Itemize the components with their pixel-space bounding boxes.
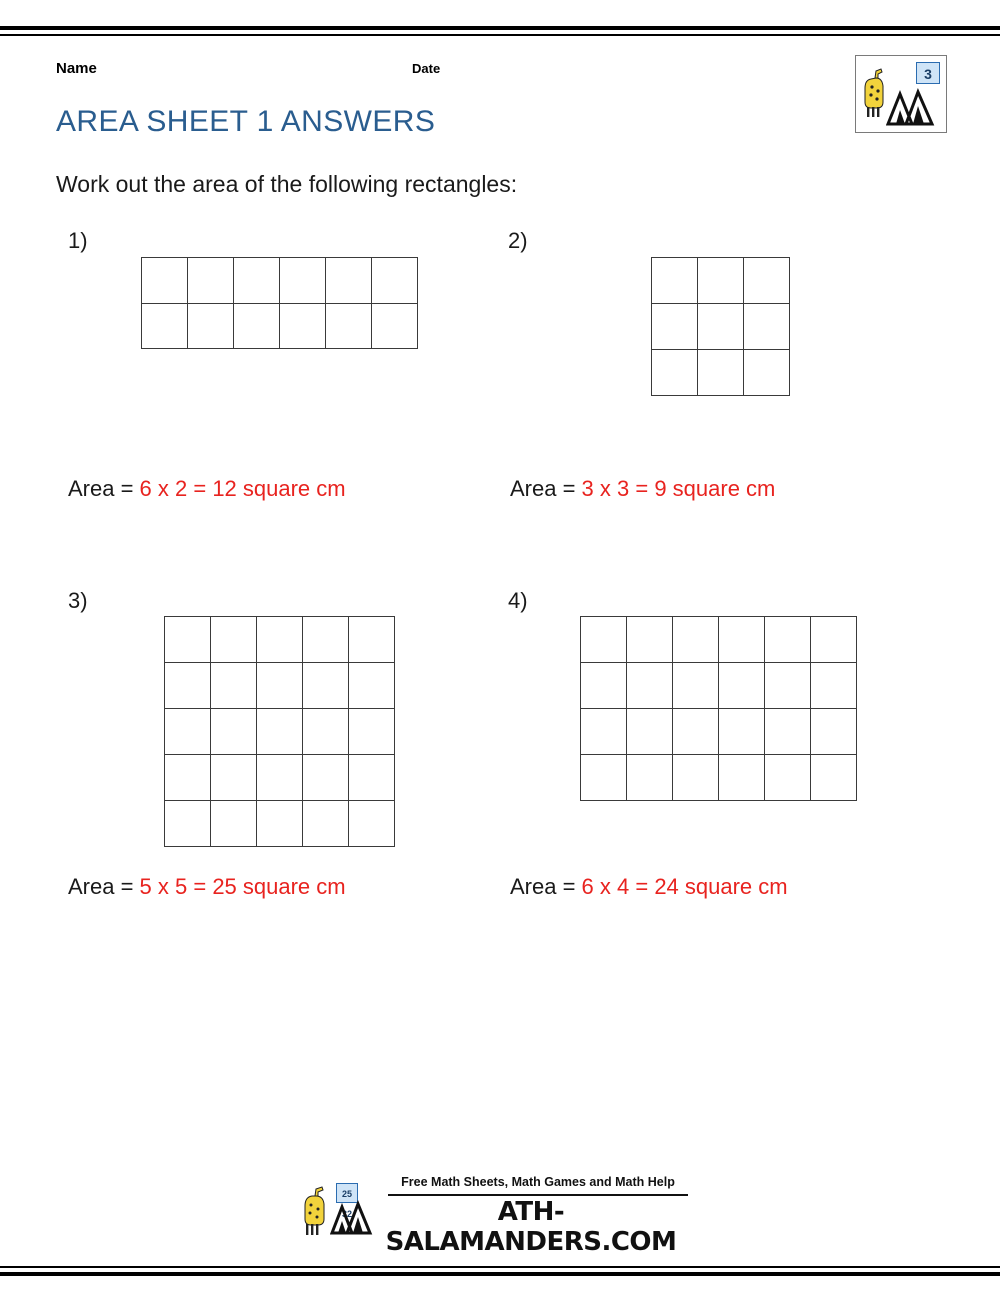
grid-cell: [673, 709, 719, 755]
grid-cell: [257, 801, 303, 847]
grid-cell: [211, 617, 257, 663]
grid-cell: [165, 709, 211, 755]
answer-line-4: [510, 874, 788, 900]
grid-cell: [744, 258, 790, 304]
page-title: AREA SHEET 1 ANSWERS: [56, 105, 436, 138]
footer: [0, 1175, 1000, 1257]
grid-cell: [581, 755, 627, 801]
answer-value-4: 6 x 4 = 24 square cm: [581, 874, 788, 899]
grid-cell: [765, 709, 811, 755]
grid-cell: [257, 617, 303, 663]
bottom-divider-thin: [0, 1266, 1000, 1268]
grid-cell: [303, 709, 349, 755]
grid-cell: [581, 709, 627, 755]
answer-line-1: [68, 476, 346, 502]
area-grid-1: [141, 257, 418, 349]
bottom-divider-thick: [0, 1272, 1000, 1276]
grid-cell: [349, 709, 395, 755]
grid-cell: [744, 304, 790, 350]
grid-cell: [698, 350, 744, 396]
area-grid-2: [651, 257, 790, 396]
question-number-3: 3): [68, 588, 88, 613]
grid-cell: [165, 801, 211, 847]
grid-cell: [142, 258, 188, 304]
question-number-2: 2): [508, 228, 528, 253]
answer-label-2: Area =: [510, 476, 582, 501]
answer-label-1: Area =: [68, 476, 140, 501]
grid-cell: [673, 663, 719, 709]
grid-cell: [188, 304, 234, 350]
grid-cell: [811, 663, 857, 709]
name-label: Name: [56, 60, 97, 77]
grid-cell: [698, 258, 744, 304]
grid-cell: [257, 663, 303, 709]
grid-cell: [765, 617, 811, 663]
top-divider-thick: [0, 26, 1000, 30]
grid-cell: [188, 258, 234, 304]
grid-cell: [652, 350, 698, 396]
footer-badge: 25 32: [336, 1183, 358, 1203]
grid-cell: [211, 663, 257, 709]
answer-label-3: Area =: [68, 874, 140, 899]
grid-cell: [211, 755, 257, 801]
grid-cell: [142, 304, 188, 350]
grid-cell: [652, 304, 698, 350]
grid-cell: [303, 801, 349, 847]
grid-cell: [303, 617, 349, 663]
grid-cell: [280, 258, 326, 304]
grid-cell: [303, 755, 349, 801]
grid-cell: [627, 617, 673, 663]
instruction-text: Work out the area of the following rectangles:: [56, 171, 518, 197]
grid-cell: [326, 304, 372, 350]
grid-cell: [349, 663, 395, 709]
grid-cell: [303, 663, 349, 709]
date-label: Date: [412, 61, 441, 76]
grid-cell: [652, 258, 698, 304]
grid-cell: [372, 258, 418, 304]
grid-cell: [719, 663, 765, 709]
grid-cell: [211, 709, 257, 755]
answer-value-3: 5 x 5 = 25 square cm: [139, 874, 346, 899]
grid-cell: [257, 755, 303, 801]
answer-line-2: [510, 476, 775, 502]
footer-tagline: Free Math Sheets, Math Games and Math Help: [401, 1175, 675, 1189]
top-divider-thin: [0, 34, 1000, 36]
grid-cell: [673, 755, 719, 801]
area-grid-4: [580, 616, 857, 801]
question-number-4: 4): [508, 588, 528, 613]
answer-label-4: Area =: [510, 874, 582, 899]
grid-cell: [719, 617, 765, 663]
grid-cell: [811, 709, 857, 755]
question-number-1: 1): [68, 228, 88, 253]
grid-cell: [719, 709, 765, 755]
grid-cell: [349, 801, 395, 847]
answer-value-1: 6 x 2 = 12 square cm: [139, 476, 346, 501]
grid-cell: [280, 304, 326, 350]
grid-cell: [165, 617, 211, 663]
grid-cell: [811, 755, 857, 801]
grid-cell: [811, 617, 857, 663]
grid-cell: [673, 617, 719, 663]
grid-cell: [165, 755, 211, 801]
mountain-logo-icon: [886, 86, 940, 126]
grade-badge: 3: [916, 62, 940, 84]
grid-cell: [765, 663, 811, 709]
area-grid-3: [164, 616, 395, 847]
grid-cell: [765, 755, 811, 801]
grid-cell: [581, 663, 627, 709]
grid-cell: [581, 617, 627, 663]
grid-cell: [349, 617, 395, 663]
grid-cell: [165, 663, 211, 709]
grid-cell: [234, 304, 280, 350]
grid-cell: [349, 755, 395, 801]
grid-cell: [257, 709, 303, 755]
grid-cell: [744, 350, 790, 396]
grid-cell: [719, 755, 765, 801]
grid-cell: [627, 663, 673, 709]
grid-cell: [698, 304, 744, 350]
grid-cell: [211, 801, 257, 847]
brand-logo: [855, 55, 947, 133]
grid-cell: [627, 709, 673, 755]
answer-line-3: [68, 874, 346, 900]
grid-cell: [627, 755, 673, 801]
footer-divider: [388, 1194, 688, 1196]
grid-cell: [372, 304, 418, 350]
grid-cell: [326, 258, 372, 304]
answer-value-2: 3 x 3 = 9 square cm: [581, 476, 776, 501]
giraffe-icon: [300, 1185, 334, 1237]
footer-wordmark: ATH-SALAMANDERS.COM: [385, 1197, 677, 1257]
grid-cell: [234, 258, 280, 304]
